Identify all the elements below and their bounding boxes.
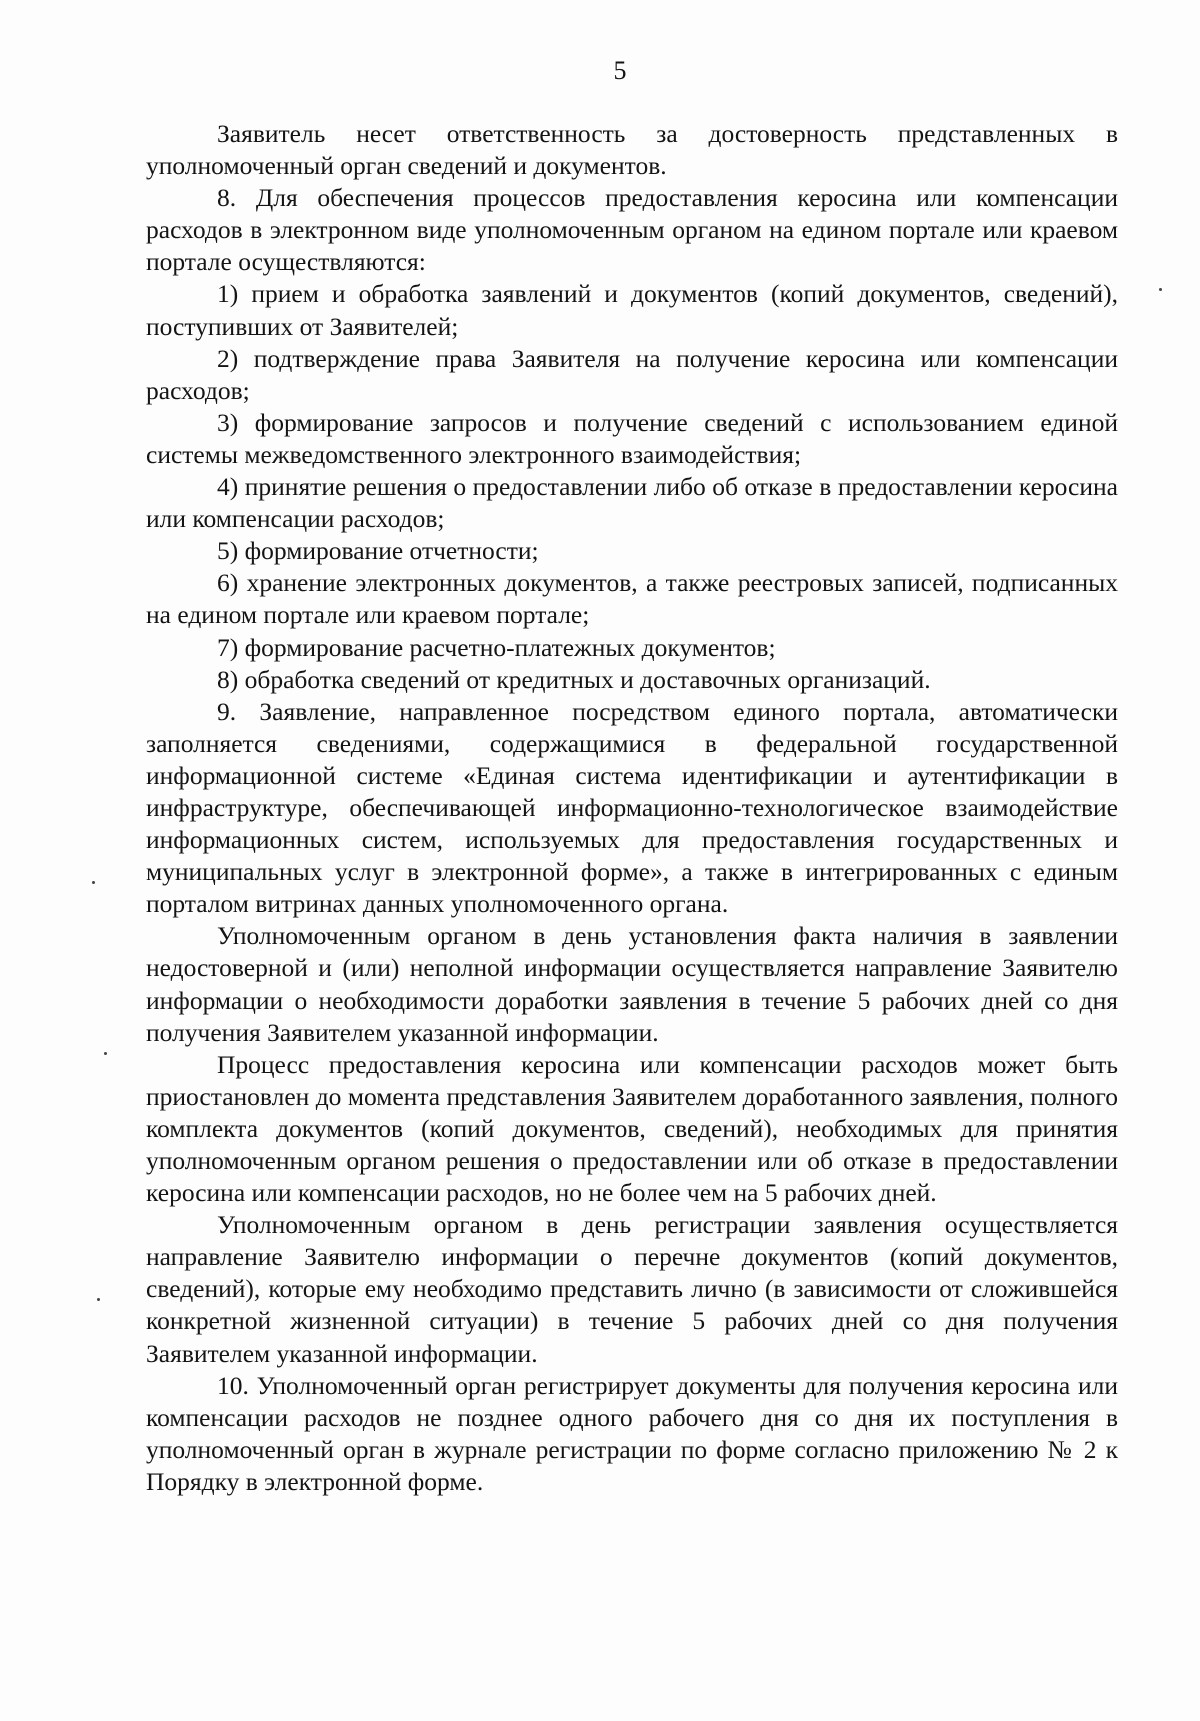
paragraph-item-9: 9. Заявление, направленное посредством единого портала, автоматически заполняется сведениями, содержащимися в федеральной государственной информационной системе «Единая система идентификации и аутентификации в инфраструктуре, обеспечивающей информационно-технологическое взаимодействие информационных систем, используемых для предоставления государственных и муниципальных услуг в электронной форме», а также в интегрированных с единым порталом витринах данных уполномоченного органа.: [146, 696, 1118, 919]
scan-speck: [92, 881, 95, 884]
page-number: 5: [613, 56, 627, 85]
document-body: [146, 118, 1118, 1498]
paragraph-item-10: 10. Уполномоченный орган регистрирует документы для получения керосина или компенсации расходов не позднее одного рабочего дня со дня их поступления в уполномоченный орган в журнале регистрации по форме согласно приложению № 2 к Порядку в электронной форме.: [146, 1370, 1118, 1496]
list-item-5: 5) формирование отчетности;: [217, 536, 539, 566]
list-item-8: 8) обработка сведений от кредитных и доставочных организаций.: [217, 664, 931, 694]
scan-speck: [104, 1052, 107, 1055]
list-item-6: 6) хранение электронных документов, а также реестровых записей, подписанных на едином портале или краевом портале;: [146, 568, 1118, 630]
list-item-1: 1) прием и обработка заявлений и документов (копий документов, сведений), поступивших от Заявителей;: [146, 279, 1118, 341]
list-item-7: 7) формирование расчетно-платежных документов;: [217, 632, 776, 662]
list-item-3: 3) формирование запросов и получение сведений с использованием единой системы межведомственного электронного взаимодействия;: [146, 407, 1118, 469]
list-item-4: 4) принятие решения о предоставлении либо об отказе в предоставлении керосина или компенсации расходов;: [146, 472, 1118, 534]
paragraph-applicant-responsibility: Заявитель несет ответственность за достоверность представленных в уполномоченный орган сведений и документов.: [146, 119, 1118, 181]
scan-speck: [97, 1298, 100, 1301]
paragraph-inaccurate-info: Уполномоченным органом в день установления факта наличия в заявлении недостоверной и (или) неполной информации осуществляется направление Заявителю информации о необходимости доработки заявления в течение 5 рабочих дней со дня получения Заявителем указанной информации.: [146, 921, 1118, 1047]
list-item-2: 2) подтверждение права Заявителя на получение керосина или компенсации расходов;: [146, 343, 1118, 405]
paragraph-item-8: 8. Для обеспечения процессов предоставления керосина или компенсации расходов в электронном виде уполномоченным органом на едином портале или краевом портале осуществляются:: [146, 183, 1118, 277]
paragraph-process-suspension: Процесс предоставления керосина или компенсации расходов может быть приостановлен до момента представления Заявителем доработанного заявления, полного комплекта документов (копий документов, сведений), необходимых для принятия уполномоченным органом решения о предоставлении или об отказе в предоставлении керосина или компенсации расходов, но не более чем на 5 рабочих дней.: [146, 1049, 1118, 1208]
paragraph-document-list: Уполномоченным органом в день регистрации заявления осуществляется направление Заявителю информации о перечне документов (копий документов, сведений), которые ему необходимо представить лично (в зависимости от сложившейся конкретной жизненной ситуации) в течение 5 рабочих дней со дня получения Заявителем указанной информации.: [146, 1210, 1118, 1368]
scan-speck: [1159, 288, 1162, 291]
